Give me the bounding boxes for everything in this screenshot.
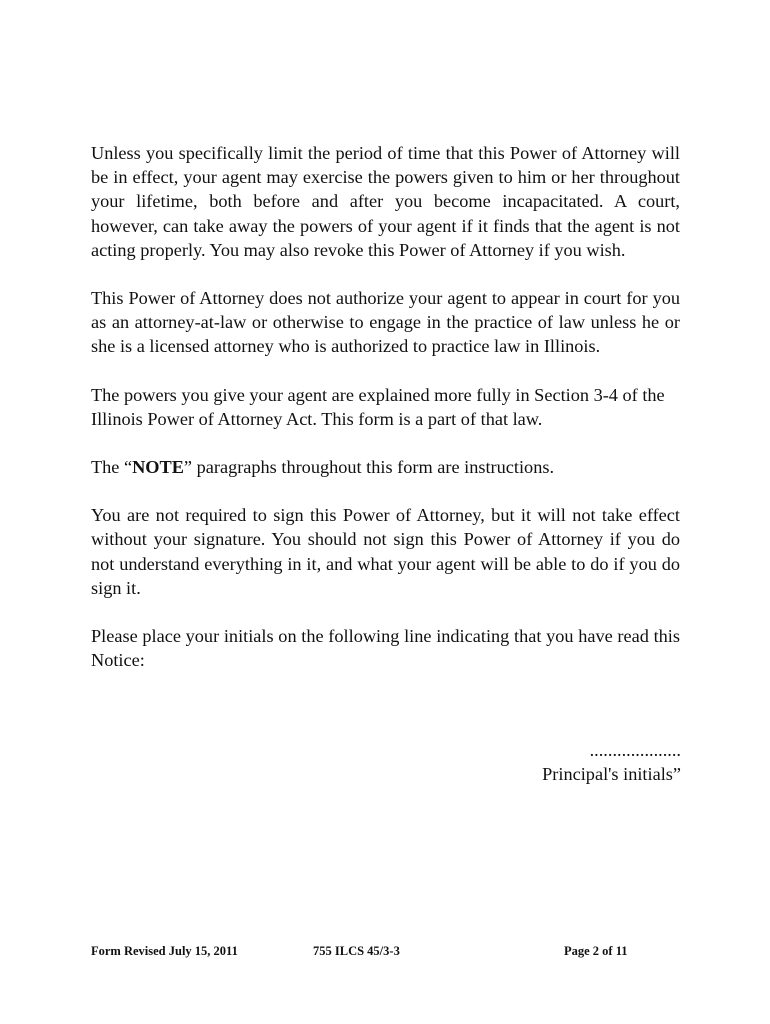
initials-label: Principal's initials”: [542, 764, 681, 785]
paragraph-duration: Unless you specifically limit the period of time that this Power of Attorney will be in effect, your agent may exercise the powers given to him or her throughout your lifetime, both before and after you become incapacitated. A court, however, can take away the powers of your agent if it finds that the agent is not acting properly. You may also revoke this Power of Attorney if you wish.: [91, 143, 680, 260]
initials-block: [542, 738, 681, 786]
notice-body: [91, 141, 680, 696]
paragraph-court-limitation: This Power of Attorney does not authorize your agent to appear in court for you as an attorney-at-law or otherwise to engage in the practice of law unless he or she is a licensed attorney who is authorized to practice law in Illinois.: [91, 288, 680, 357]
paragraph-signature-requirement: You are not required to sign this Power of Attorney, but it will not take effect without your signature. You should not sign this Power of Attorney if you do not understand everything in it, and what your agent will be able to do if you do sign it.: [91, 505, 680, 598]
initials-line: ....................: [589, 740, 681, 760]
footer-page-number: Page 2 of 11: [564, 944, 628, 958]
paragraph-initials-instruction: Please place your initials on the following line indicating that you have read this Notice:: [91, 626, 680, 671]
footer-revised-date: Form Revised July 15, 2011: [91, 944, 238, 958]
note-prefix: The “: [91, 457, 133, 478]
note-suffix: ” paragraphs throughout this form are instructions.: [183, 457, 555, 478]
page-footer: [91, 944, 651, 962]
paragraph-section-reference: The powers you give your agent are explained more fully in Section 3-4 of the Illinois Power of Attorney Act. This form is a part of that law.: [91, 384, 665, 429]
paragraph-note-instructions: [91, 455, 680, 479]
footer-statute: 755 ILCS 45/3-3: [313, 944, 400, 958]
note-bold-word: NOTE: [132, 457, 184, 478]
